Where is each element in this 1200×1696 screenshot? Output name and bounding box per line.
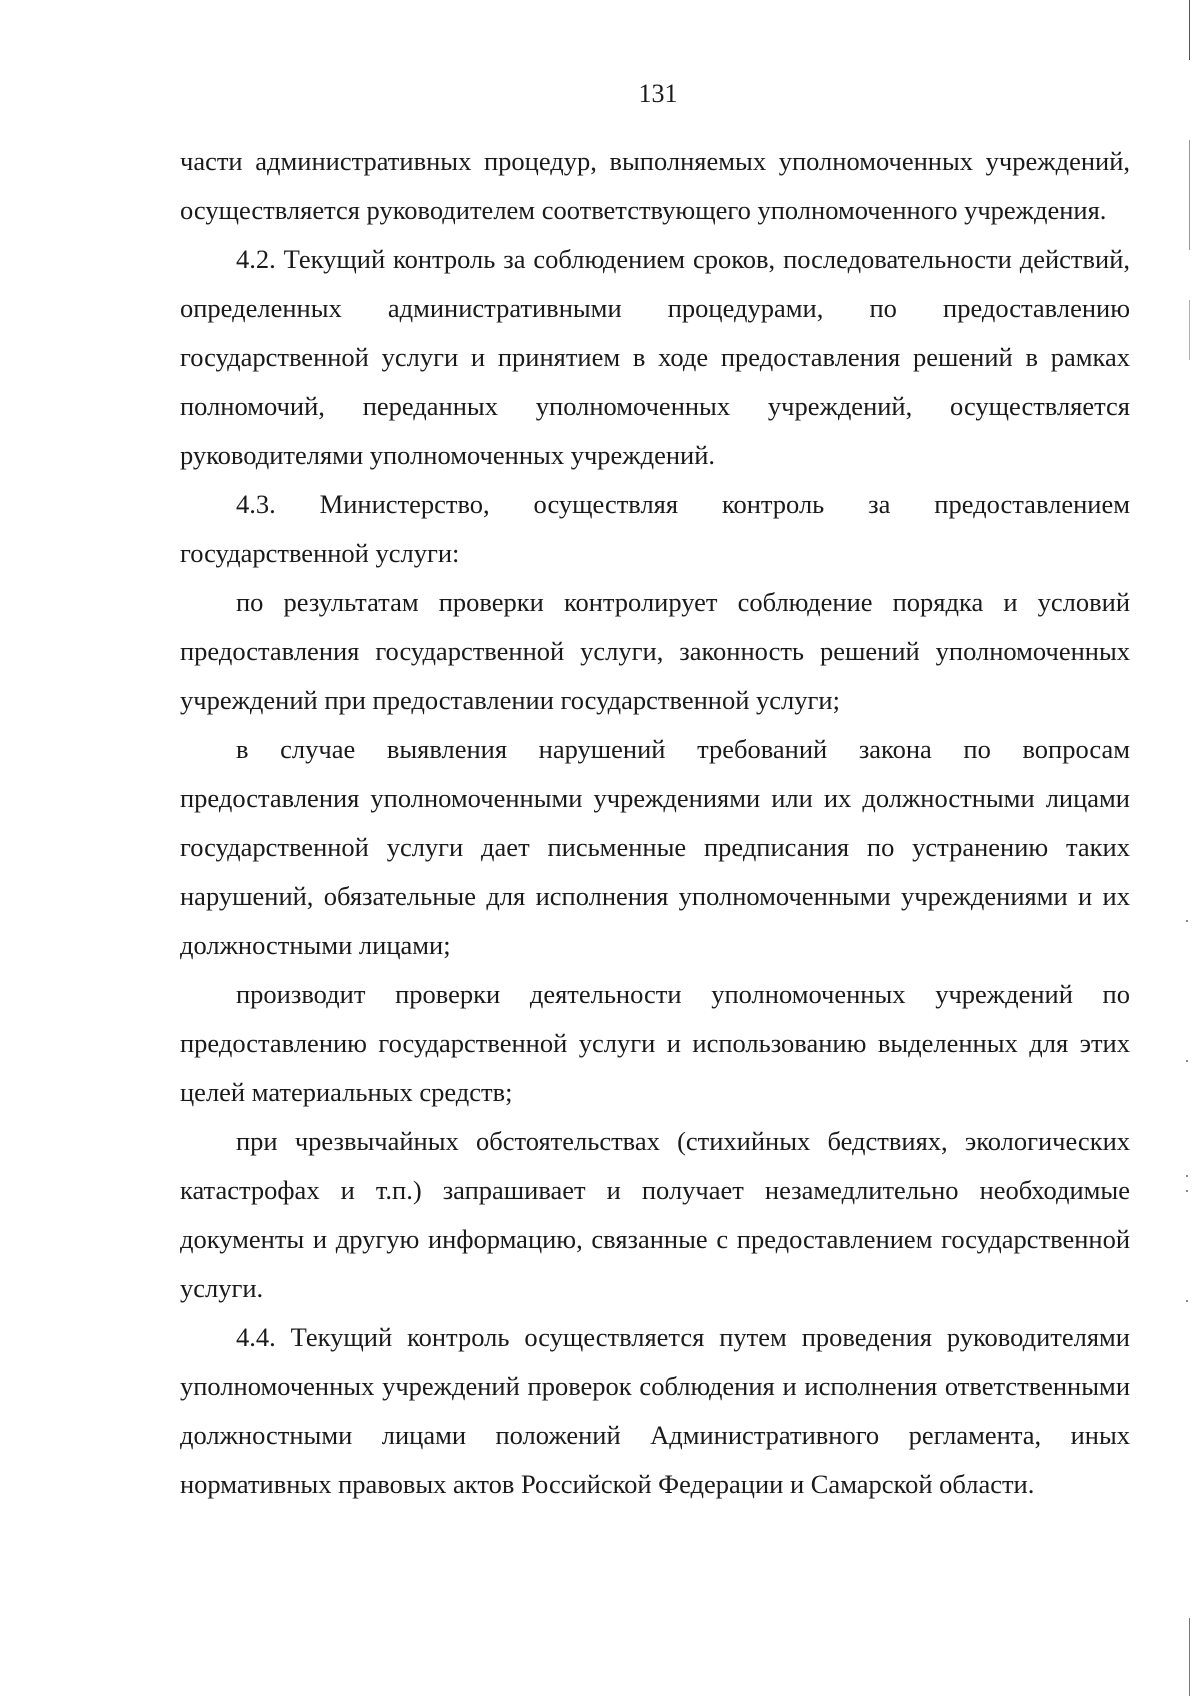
scan-edge-dot	[1186, 1190, 1188, 1192]
scan-edge-dot	[1186, 920, 1188, 922]
paragraph-4-3-inspections: производит проверки деятельности уполномоченных учреждений по предоставлению государственной услуги и использованию выделенных для этих целей материальных средств;	[180, 979, 1130, 1107]
scan-edge-line-upper	[1189, 140, 1190, 250]
scan-edge-dot	[1186, 1060, 1188, 1062]
scan-edge-line-middle	[1189, 300, 1190, 360]
paragraph-4-3-violations: в случае выявления нарушений требований закона по вопросам предоставления уполномоченными учреждениями или их должностными лицами государственной услуги дает письменные предписания по устранению таких нарушений, обязательные для исполнения уполномоченными учреждениями и их должностными лицами;	[180, 734, 1130, 960]
paragraph-4-3-control-results: по результатам проверки контролирует соблюдение порядка и условий предоставления государственной услуги, законность решений уполномоченных учреждений при предоставлении государственной услуги;	[180, 587, 1130, 715]
page-number: 131	[638, 79, 678, 108]
document-body	[180, 137, 1130, 1509]
scan-edge-dot	[1186, 1175, 1188, 1177]
scan-edge-line-bottom	[1189, 1618, 1190, 1696]
paragraph-4-4: 4.4. Текущий контроль осуществляется путем проведения руководителями уполномоченных учреждений проверок соблюдения и исполнения ответственными должностными лицами положений Административного регламента, иных нормативных правовых актов Российской Федерации и Самарской области.	[180, 1322, 1130, 1499]
paragraph-4-3-emergencies: при чрезвычайных обстоятельствах (стихийных бедствиях, экологических катастрофах и т.п.) запрашивает и получает незамедлительно необходимые документы и другую информацию, связанные с предоставлением государственной услуги.	[180, 1126, 1130, 1303]
scan-edge-dot	[1186, 1300, 1188, 1302]
scan-edge-line-top	[1189, 0, 1190, 60]
paragraph-continuation: части административных процедур, выполняемых уполномоченных учреждений, осуществляется руководителем соответствующего уполномоченного учреждения.	[180, 146, 1130, 225]
paragraph-4-2: 4.2. Текущий контроль за соблюдением сроков, последовательности действий, определенных административными процедурами, по предоставлению государственной услуги и принятием в ходе предоставления решений в рамках полномочий, переданных уполномоченных учреждений, осуществляется руководителями уполномоченных учреждений.	[180, 244, 1130, 470]
paragraph-4-3: 4.3. Министерство, осуществляя контроль за предоставлением государственной услуги:	[180, 489, 1130, 568]
